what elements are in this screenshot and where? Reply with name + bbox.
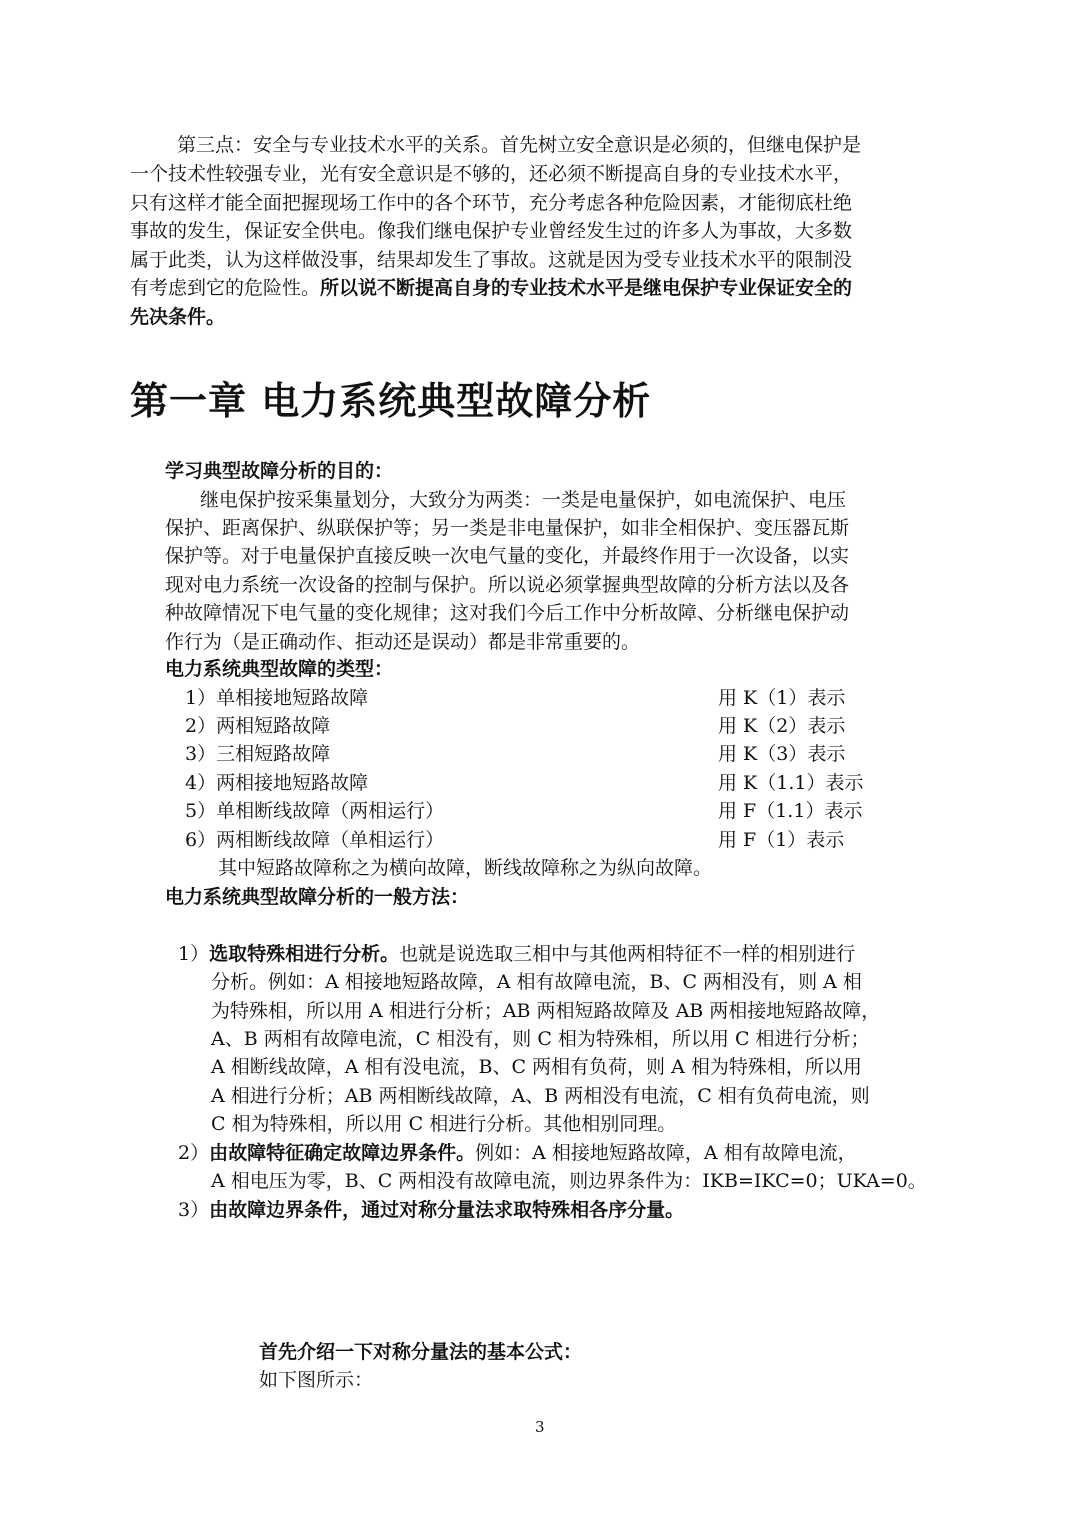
chapter-title: 第一章 电力系统典型故障分析	[130, 378, 652, 423]
purpose-line-5: 种故障情况下电气量的变化规律；这对我们今后工作中分析故障、分析继电保护动	[165, 602, 850, 624]
type-symbol-6: 用 F（1）表示	[718, 829, 845, 851]
type-name-1: 1）单相接地短路故障	[185, 687, 369, 709]
formula-sub: 如下图所示：	[259, 1369, 374, 1391]
type-symbol-5: 用 F（1.1）表示	[718, 800, 863, 822]
purpose-line-6: 作行为（是正确动作、拒动还是误动）都是非常重要的。	[165, 631, 641, 653]
types-note: 其中短路故障称之为横向故障，断线故障称之为纵向故障。	[218, 857, 713, 879]
step-1-title: 选取特殊相进行分析。	[209, 943, 400, 965]
type-symbol-4: 用 K（1.1）表示	[718, 772, 864, 794]
intro-line-3: 只有这样才能全面把握现场工作中的各个环节，充分考虑各种危险因素，才能彻底杜绝	[130, 192, 853, 214]
method-step-1	[178, 940, 855, 969]
type-name-2: 2）两相短路故障	[185, 715, 331, 737]
step-1-line-4: A、B 两相有故障电流，C 相没有，则 C 相为特殊相，所以用 C 相进行分析；	[211, 1028, 870, 1050]
intro-line-2: 一个技术性较强专业，光有安全意识是不够的，还必须不断提高自身的专业技术水平，	[130, 163, 853, 185]
step-1-line-6: A 相进行分析；AB 两相断线故障，A、B 两相没有电流，C 相有负荷电流，则	[211, 1085, 870, 1107]
step-1-number: 1）	[178, 943, 210, 965]
purpose-heading: 学习典型故障分析的目的：	[165, 460, 394, 482]
step-2-title: 由故障特征确定故障边界条件。	[209, 1142, 476, 1164]
intro-line-6-bold: 所以说不断提高自身的专业技术水平是继电保护专业保证安全的	[320, 277, 853, 299]
type-symbol-2: 用 K（2）表示	[718, 715, 846, 737]
intro-line-7: 先决条件。	[130, 306, 226, 328]
step-1-line-3: 为特殊相，所以用 A 相进行分析；AB 两相短路故障及 AB 两相接地短路故障，	[211, 1000, 881, 1022]
step-3-title: 由故障边界条件，通过对称分量法求取特殊相各序分量。	[209, 1199, 685, 1221]
step-3-number: 3）	[178, 1199, 210, 1221]
intro-line-6-normal: 有考虑到它的危险性。	[130, 277, 321, 299]
methods-heading: 电力系统典型故障分析的一般方法：	[165, 886, 470, 908]
type-name-3: 3）三相短路故障	[185, 743, 331, 765]
purpose-line-4: 现对电力系统一次设备的控制与保护。所以说必须掌握典型故障的分析方法以及各	[165, 574, 850, 596]
method-step-2	[178, 1139, 857, 1168]
type-name-4: 4）两相接地短路故障	[185, 772, 369, 794]
type-symbol-1: 用 K（1）表示	[718, 687, 846, 709]
purpose-line-2: 保护、距离保护、纵联保护等；另一类是非电量保护，如非全相保护、变压器瓦斯	[165, 517, 850, 539]
purpose-line-3: 保护等。对于电量保护直接反映一次电气量的变化，并最终作用于一次设备，以实	[165, 545, 850, 567]
type-name-6: 6）两相断线故障（单相运行）	[185, 829, 445, 851]
step-2-number: 2）	[178, 1142, 210, 1164]
intro-line-4: 事故的发生，保证安全供电。像我们继电保护专业曾经发生过的许多人为事故，大多数	[130, 220, 853, 242]
step-1-text: 也就是说选取三相中与其他两相特征不一样的相别进行	[399, 943, 856, 965]
step-1-line-7: C 相为特殊相，所以用 C 相进行分析。其他相别同理。	[211, 1113, 677, 1135]
intro-line-6	[130, 274, 852, 303]
type-symbol-3: 用 K（3）表示	[718, 743, 846, 765]
intro-line-1: 第三点：安全与专业技术水平的关系。首先树立安全意识是必须的，但继电保护是	[177, 134, 862, 156]
purpose-line-1: 继电保护按采集量划分，大致分为两类：一类是电量保护，如电流保护、电压	[200, 489, 847, 511]
step-2-line-2: A 相电压为零，B、C 两相没有故障电流，则边界条件为：IKB=IKC=0；UKA=0。	[211, 1170, 927, 1192]
step-1-line-2: 分析。例如：A 相接地短路故障，A 相有故障电流，B、C 两相没有，则 A 相	[211, 971, 862, 993]
type-name-5: 5）单相断线故障（两相运行）	[185, 800, 445, 822]
types-heading: 电力系统典型故障的类型：	[165, 658, 394, 680]
method-step-3	[178, 1196, 684, 1225]
intro-line-5: 属于此类，认为这样做没事，结果却发生了事故。这就是因为受专业技术水平的限制没	[130, 249, 853, 271]
step-1-line-5: A 相断线故障，A 相有没电流，B、C 两相有负荷，则 A 相为特殊相，所以用	[211, 1056, 862, 1078]
page-number: 3	[535, 1418, 545, 1436]
formula-heading: 首先介绍一下对称分量法的基本公式：	[259, 1341, 583, 1363]
step-2-text: 例如：A 相接地短路故障，A 相有故障电流，	[475, 1142, 857, 1164]
